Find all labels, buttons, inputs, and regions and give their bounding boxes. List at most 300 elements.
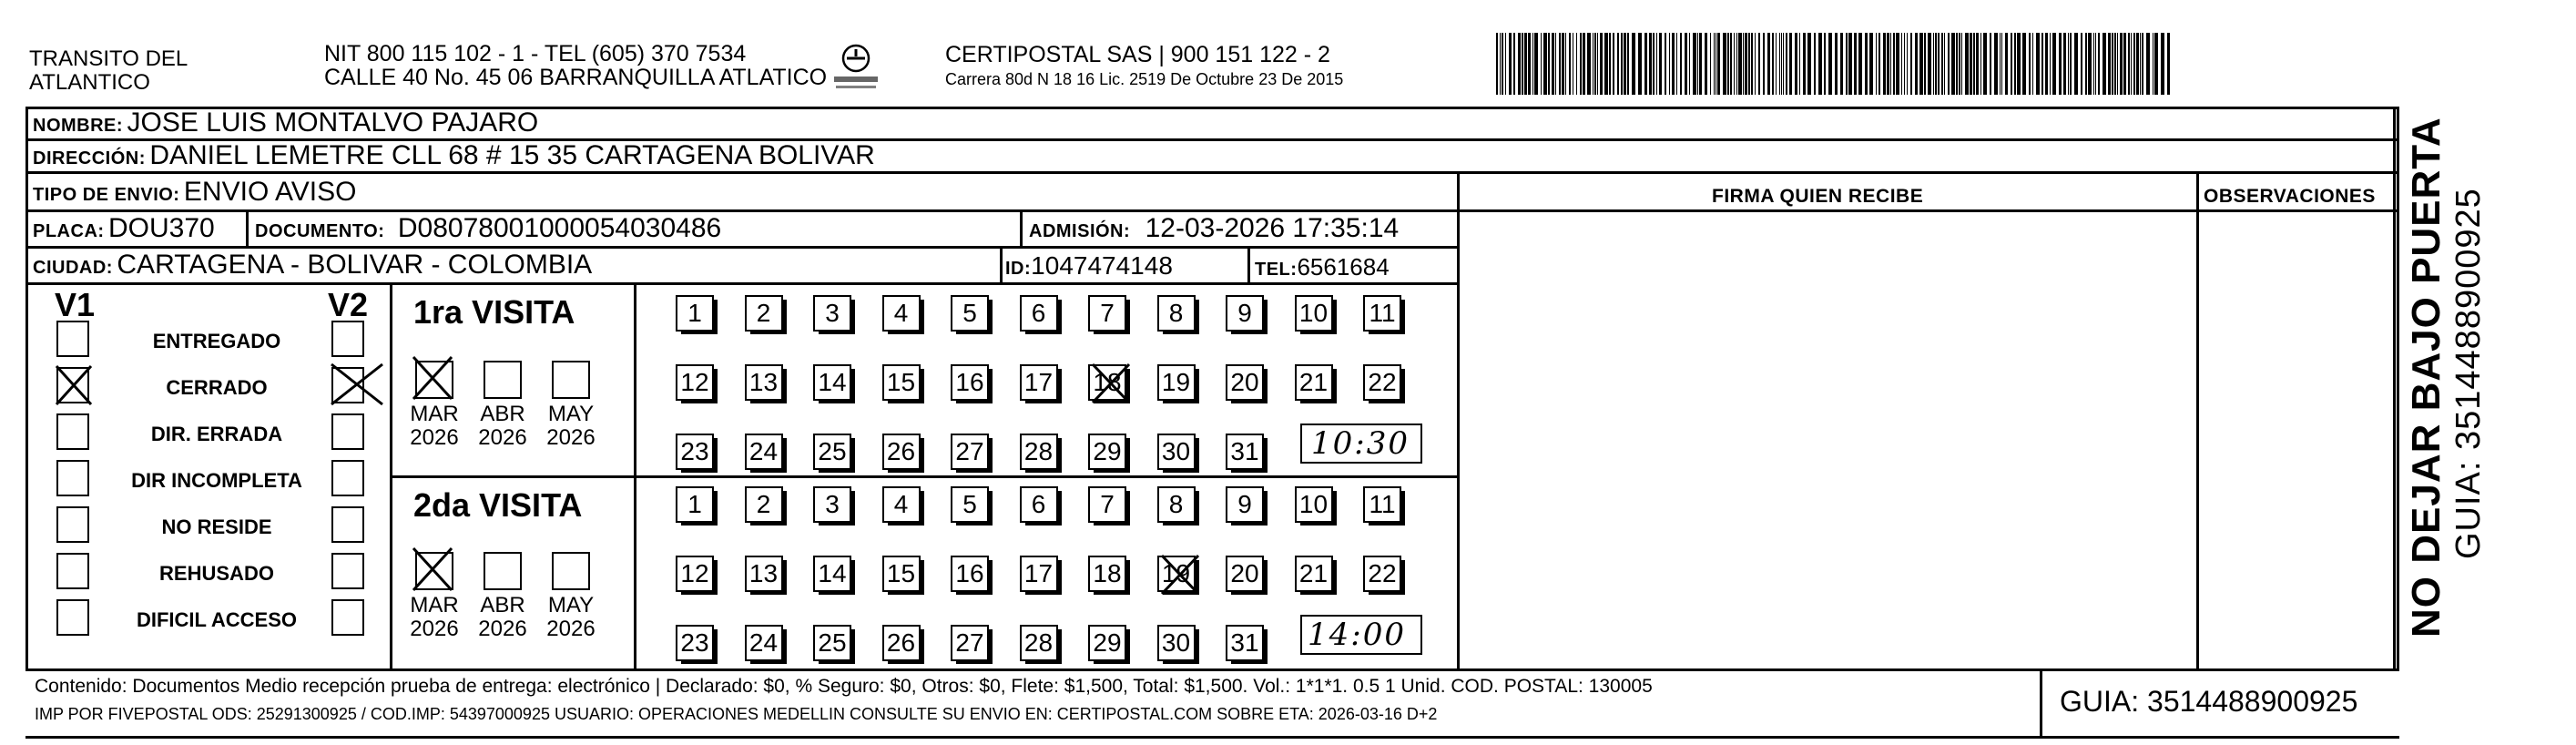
barcode-bar (2011, 33, 2012, 95)
v2-checkbox[interactable] (331, 506, 364, 543)
status-label: NO RESIDE (161, 515, 272, 538)
barcode-bar (1767, 33, 1770, 95)
barcode-bar (2120, 33, 2123, 95)
barcode-bar (2167, 33, 2170, 95)
barcode (1496, 33, 2174, 95)
day-box[interactable]: 28 (1020, 434, 1058, 470)
barcode-bar (1502, 33, 1503, 95)
barcode-bar (2001, 33, 2002, 95)
footer-content: Contenido: Documentos Medio recepción prueba de entrega: electrónico | Declarado: $0, % Seguro: $0, Otros: $0, Flete: $1,500, Total: $1,500. Vol.: 1*1*1. 0.5 1 Unid. COD. POSTAL: 130005 (35, 676, 1653, 697)
barcode-bar (1904, 33, 1905, 95)
barcode-bar (2041, 33, 2043, 95)
barcode-bar (1944, 33, 1945, 95)
day-box[interactable]: 9 (1226, 295, 1264, 332)
observations-header: OBSERVACIONES (2204, 186, 2376, 207)
v2-checkbox[interactable] (331, 460, 364, 496)
barcode-bar (1532, 33, 1533, 95)
signature-header: FIRMA QUIEN RECIBE (1712, 186, 1924, 207)
issuer-contact: NIT 800 115 102 - 1 - TEL (605) 370 7534 CALLE 40 No. 45 06 BARRANQUILLA ATLATICO (324, 41, 828, 90)
day-box[interactable]: 11 (1363, 486, 1401, 523)
barcode-bar (2070, 33, 2072, 95)
barcode-bar (1751, 33, 1753, 95)
barcode-bar (1933, 33, 1934, 95)
day-box[interactable]: 30 (1157, 625, 1196, 661)
day-box[interactable]: 5 (951, 295, 989, 332)
recipient-address: DANIEL LEMETRE CLL 68 # 15 35 CARTAGENA BOLIVAR (149, 140, 875, 170)
barcode-bar (1534, 33, 1538, 95)
city-cell: CIUDAD: CARTAGENA - BOLIVAR - COLOMBIA (33, 250, 593, 280)
month-checkbox[interactable] (552, 552, 590, 590)
row-line-4 (25, 246, 1458, 249)
month-label: ABR 2026 (478, 402, 527, 450)
barcode-bar (1583, 33, 1585, 95)
barcode-bar (1824, 33, 1826, 95)
barcode-bar (2112, 33, 2113, 95)
admission-cell: ADMISIÓN: 12-03-2026 17:35:14 (1029, 213, 1400, 243)
day-box[interactable]: 19 (1157, 364, 1196, 401)
barcode-bar (1758, 33, 1760, 95)
day-box[interactable]: 20 (1226, 364, 1264, 401)
observations-right-line (2393, 171, 2396, 668)
barcode-bar (1990, 33, 1991, 95)
barcode-bar (1649, 33, 1652, 95)
day-box[interactable]: 3 (813, 295, 851, 332)
plate-cell: PLACA: DOU370 (33, 213, 215, 243)
barcode-bar (2068, 33, 2069, 95)
day-box[interactable]: 6 (1020, 295, 1058, 332)
barcode-bar (1965, 33, 1969, 95)
footer-guide: GUIA: 3514488900925 (2060, 685, 2358, 718)
day-box[interactable]: 16 (951, 364, 989, 401)
barcode-bar (1748, 33, 1750, 95)
day-box[interactable]: 24 (745, 434, 783, 470)
frame-right-line (2397, 107, 2399, 671)
barcode-bar (1680, 33, 1682, 95)
barcode-bar (1772, 33, 1774, 95)
day-box[interactable]: 7 (1088, 486, 1126, 523)
day-box[interactable]: 19 (1157, 556, 1196, 592)
v2-checkbox[interactable] (331, 599, 364, 636)
id-cell: ID:1047474148 (1005, 251, 1173, 280)
barcode-bar (1632, 33, 1635, 95)
barcode-bar (2142, 33, 2143, 95)
signature-left-line (1457, 171, 1460, 668)
barcode-bar (1597, 33, 1598, 95)
day-box[interactable]: 9 (1226, 486, 1264, 523)
barcode-bar (1883, 33, 1886, 95)
first-visit-time: 10:30 (1311, 425, 1410, 462)
barcode-bar (2131, 33, 2132, 95)
day-box[interactable]: 13 (745, 364, 783, 401)
second-visit-time-box (1300, 615, 1422, 655)
barcode-bar (1956, 33, 1958, 95)
row-line-3 (25, 209, 1458, 212)
barcode-bar (1901, 33, 1902, 95)
barcode-bar (2005, 33, 2008, 95)
tel-sep (1247, 246, 1250, 282)
barcode-bar (1693, 33, 1696, 95)
barcode-bar (2050, 33, 2051, 95)
day-19-mark (1160, 554, 1200, 596)
month-label: MAY 2026 (546, 402, 596, 450)
day-box[interactable]: 6 (1020, 486, 1058, 523)
barcode-bar (1672, 33, 1675, 95)
barcode-bar (1935, 33, 1937, 95)
barcode-bar (2014, 33, 2016, 95)
barcode-bar (2081, 33, 2082, 95)
status-label: ENTREGADO (152, 330, 281, 352)
barcode-bar (1779, 33, 1780, 95)
barcode-bar (1961, 33, 1962, 95)
barcode-bar (1705, 33, 1707, 95)
certipostal-logo (827, 40, 885, 98)
day-box[interactable]: 23 (676, 434, 714, 470)
month-label: ABR 2026 (478, 593, 527, 641)
v1-checkbox[interactable] (56, 553, 89, 589)
name-row: NOMBRE: JOSE LUIS MONTALVO PAJARO (33, 107, 539, 138)
month-label: MAR 2026 (410, 402, 459, 450)
barcode-bar (1576, 33, 1577, 95)
v1-checkbox[interactable] (56, 460, 89, 496)
barcode-bar (1789, 33, 1792, 95)
day-box[interactable]: 24 (745, 625, 783, 661)
barcode-bar (1587, 33, 1591, 95)
barcode-bar (2136, 33, 2139, 95)
status-label: DIFICIL ACCESO (136, 608, 297, 631)
day-box[interactable]: 17 (1020, 364, 1058, 401)
barcode-bar (1644, 33, 1647, 95)
barcode-bar (2114, 33, 2116, 95)
barcode-bar (2088, 33, 2092, 95)
barcode-bar (1653, 33, 1655, 95)
barcode-bar (1893, 33, 1895, 95)
admission-value: 12-03-2026 17:35:14 (1145, 213, 1400, 243)
barcode-bar (1854, 33, 1857, 95)
barcode-bar (2128, 33, 2130, 95)
day-box[interactable]: 14 (813, 556, 851, 592)
plate-value: DOU370 (108, 213, 215, 243)
barcode-bar (1736, 33, 1737, 95)
day-box[interactable]: 31 (1226, 434, 1264, 470)
barcode-bar (2074, 33, 2078, 95)
id-sep (1000, 246, 1003, 282)
visit-split-line (390, 475, 1457, 478)
day-box[interactable]: 25 (813, 625, 851, 661)
second-visit-title: 2da VISITA (413, 486, 583, 524)
day-box[interactable]: 26 (882, 434, 921, 470)
v1-label: V1 (55, 286, 96, 323)
barcode-bar (1697, 33, 1698, 95)
barcode-bar (2133, 33, 2135, 95)
barcode-bar (1951, 33, 1955, 95)
barcode-bar (1907, 33, 1908, 95)
barcode-bar (1699, 33, 1702, 95)
day-box[interactable]: 15 (882, 556, 921, 592)
barcode-bar (1973, 33, 1975, 95)
footer-bottom-line (25, 736, 2399, 739)
day-box[interactable]: 10 (1295, 295, 1333, 332)
day-box[interactable]: 1 (676, 295, 714, 332)
barcode-bar (1617, 33, 1619, 95)
barcode-bar (1970, 33, 1972, 95)
barcode-bar (1727, 33, 1729, 95)
barcode-bar (1627, 33, 1629, 95)
barcode-bar (2052, 33, 2056, 95)
tel-cell: TEL:6561684 (1255, 253, 1390, 281)
barcode-bar (1828, 33, 1832, 95)
day-box[interactable]: 18 (1088, 364, 1126, 401)
day-box[interactable]: 28 (1020, 625, 1058, 661)
barcode-bar (1938, 33, 1940, 95)
day-box[interactable]: 7 (1088, 295, 1126, 332)
barcode-bar (1755, 33, 1756, 95)
barcode-bar (1609, 33, 1611, 95)
day-box[interactable]: 17 (1020, 556, 1058, 592)
barcode-bar (1928, 33, 1931, 95)
barcode-bar (1638, 33, 1642, 95)
barcode-bar (1858, 33, 1862, 95)
barcode-bar (2108, 33, 2111, 95)
v1-checkbox[interactable] (56, 321, 89, 357)
v2-cerrado-mark (330, 362, 384, 406)
month-checkbox[interactable] (552, 361, 590, 399)
row-line-2 (25, 171, 2397, 174)
row-line-5 (25, 282, 1458, 285)
day-box[interactable]: 1 (676, 486, 714, 523)
barcode-bar (1976, 33, 1979, 95)
barcode-bar (1580, 33, 1582, 95)
barcode-bar (1781, 33, 1782, 95)
barcode-bar (1896, 33, 1899, 95)
barcode-bar (2146, 33, 2150, 95)
status-label: CERRADO (166, 376, 268, 399)
barcode-bar (1723, 33, 1726, 95)
barcode-bar (1500, 33, 1501, 95)
day-box[interactable]: 2 (745, 295, 783, 332)
barcode-bar (2103, 33, 2106, 95)
footer-imp: IMP POR FIVEPOSTAL ODS: 25291300925 / COD.IMP: 54397000925 USUARIO: OPERACIONES MEDELLIN CONSULTE SU ENVIO EN: CERTIPOSTAL.COM SOBRE ETA: 2026-03-16 D+2 (35, 705, 1438, 723)
barcode-bar (1876, 33, 1877, 95)
barcode-bar (1795, 33, 1797, 95)
barcode-bar (1621, 33, 1623, 95)
barcode-bar (1786, 33, 1787, 95)
day-box[interactable]: 20 (1226, 556, 1264, 592)
frame-left-line (25, 107, 28, 671)
day-box[interactable]: 27 (951, 434, 989, 470)
day-box[interactable]: 31 (1226, 625, 1264, 661)
day-box[interactable]: 21 (1295, 364, 1333, 401)
barcode-bar (1710, 33, 1711, 95)
barcode-bar (1865, 33, 1868, 95)
barcode-bar (1840, 33, 1843, 95)
barcode-bar (2154, 33, 2158, 95)
day-box[interactable]: 29 (1088, 434, 1126, 470)
day-box[interactable]: 4 (882, 295, 921, 332)
barcode-bar (1879, 33, 1880, 95)
barcode-bar (1959, 33, 1960, 95)
barcode-bar (1776, 33, 1777, 95)
day-box[interactable]: 18 (1088, 556, 1126, 592)
barcode-bar (1518, 33, 1521, 95)
barcode-bar (1548, 33, 1550, 95)
barcode-bar (1676, 33, 1677, 95)
barcode-bar (2045, 33, 2048, 95)
barcode-bar (2063, 33, 2066, 95)
barcode-bar (1665, 33, 1666, 95)
side-guide: GUIA: 3514488900925 (2449, 188, 2488, 559)
barcode-bar (2123, 33, 2126, 95)
barcode-bar (1941, 33, 1943, 95)
v2-label: V2 (328, 286, 369, 323)
day-box[interactable]: 26 (882, 625, 921, 661)
barcode-bar (2093, 33, 2094, 95)
barcode-bar (2098, 33, 2100, 95)
day-18-mark (1091, 362, 1131, 404)
barcode-bar (1569, 33, 1571, 95)
day-box[interactable]: 5 (951, 486, 989, 523)
day-box[interactable]: 3 (813, 486, 851, 523)
day-box[interactable]: 21 (1295, 556, 1333, 592)
observations-left-line (2196, 171, 2199, 668)
month-mark (412, 546, 453, 592)
document-value: D08078001000054030486 (397, 213, 722, 243)
barcode-bar (1669, 33, 1670, 95)
month-label: MAY 2026 (546, 593, 596, 641)
footer-guide-sep (2040, 668, 2042, 738)
v1-checkbox[interactable] (56, 413, 89, 450)
barcode-bar (1555, 33, 1556, 95)
barcode-bar (2000, 33, 2001, 95)
barcode-bar (1983, 33, 1987, 95)
barcode-bar (2059, 33, 2062, 95)
barcode-bar (1763, 33, 1765, 95)
v1-checkbox[interactable] (56, 506, 89, 543)
day-box[interactable]: 10 (1295, 486, 1333, 523)
day-box[interactable]: 30 (1157, 434, 1196, 470)
barcode-bar (1887, 33, 1889, 95)
barcode-bar (1604, 33, 1608, 95)
barcode-bar (1552, 33, 1554, 95)
barcode-bar (2022, 33, 2026, 95)
day-box[interactable]: 11 (1363, 295, 1401, 332)
id-value: 1047474148 (1031, 251, 1173, 280)
visit-bottom-line (25, 668, 1457, 671)
barcode-bar (1717, 33, 1720, 95)
barcode-bar (2085, 33, 2087, 95)
month-label: MAR 2026 (410, 593, 459, 641)
barcode-bar (1848, 33, 1852, 95)
barcode-bar (1818, 33, 1822, 95)
barcode-bar (2140, 33, 2141, 95)
second-visit-time: 14:00 (1308, 617, 1406, 653)
day-box[interactable]: 14 (813, 364, 851, 401)
status-label: DIR. ERRADA (150, 423, 283, 445)
day-box[interactable]: 12 (676, 556, 714, 592)
barcode-bar (1496, 33, 1498, 95)
day-box[interactable]: 15 (882, 364, 921, 401)
barcode-bar (1730, 33, 1732, 95)
status-label: REHUSADO (159, 562, 274, 585)
admission-sep (1020, 209, 1023, 246)
first-visit-time-box (1300, 424, 1422, 464)
barcode-bar (1524, 33, 1527, 95)
day-box[interactable]: 22 (1363, 364, 1401, 401)
day-box[interactable]: 8 (1157, 486, 1196, 523)
month-checkbox[interactable] (484, 361, 522, 399)
day-box[interactable]: 8 (1157, 295, 1196, 332)
barcode-bar (1565, 33, 1566, 95)
day-box[interactable]: 4 (882, 486, 921, 523)
day-box[interactable]: 13 (745, 556, 783, 592)
barcode-bar (2117, 33, 2118, 95)
barcode-bar (1803, 33, 1806, 95)
barcode-bar (1714, 33, 1715, 95)
tel-value: 6561684 (1297, 253, 1390, 281)
barcode-bar (1846, 33, 1848, 95)
barcode-bar (1814, 33, 1816, 95)
barcode-bar (1600, 33, 1603, 95)
barcode-bar (2095, 33, 2096, 95)
v2-checkbox[interactable] (331, 321, 364, 357)
barcode-bar (1994, 33, 1998, 95)
barcode-bar (1685, 33, 1687, 95)
day-box[interactable]: 12 (676, 364, 714, 401)
barcode-bar (1734, 33, 1735, 95)
barcode-bar (2036, 33, 2040, 95)
day-box[interactable]: 25 (813, 434, 851, 470)
side-warning: NO DEJAR BAJO PUERTA (2404, 117, 2449, 638)
barcode-bar (1659, 33, 1662, 95)
barcode-bar (1890, 33, 1891, 95)
header-row-line (1457, 209, 2397, 212)
barcode-bar (1980, 33, 1981, 95)
month-mark (412, 355, 453, 401)
barcode-bar (1783, 33, 1784, 95)
barcode-bar (1522, 33, 1523, 95)
v1-checkbox[interactable] (56, 599, 89, 636)
barcode-bar (1915, 33, 1918, 95)
courier-info: CERTIPOSTAL SAS | 900 151 122 - 2 Carrera 80d N 18 16 Lic. 2519 De Octubre 23 De 2015 (945, 42, 1344, 88)
day-box[interactable]: 22 (1363, 556, 1401, 592)
month-checkbox[interactable] (484, 552, 522, 590)
barcode-bar (1559, 33, 1561, 95)
day-box[interactable]: 16 (951, 556, 989, 592)
shipping-type: ENVIO AVISO (183, 177, 357, 207)
day-box[interactable]: 23 (676, 625, 714, 661)
barcode-bar (1543, 33, 1547, 95)
v2-checkbox[interactable] (331, 553, 364, 589)
v2-checkbox[interactable] (331, 413, 364, 450)
document-cell: DOCUMENTO: D08078001000054030486 (255, 213, 722, 243)
barcode-bar (1562, 33, 1564, 95)
barcode-bar (1613, 33, 1614, 95)
v1-cerrado-mark (55, 364, 93, 406)
day-box[interactable]: 27 (951, 625, 989, 661)
barcode-bar (1738, 33, 1742, 95)
barcode-bar (1924, 33, 1926, 95)
day-box[interactable]: 2 (745, 486, 783, 523)
barcode-bar (2161, 33, 2164, 95)
barcode-bar (1656, 33, 1657, 95)
barcode-bar (1919, 33, 1923, 95)
barcode-bar (1743, 33, 1744, 95)
barcode-bar (2029, 33, 2031, 95)
barcode-bar (1513, 33, 1515, 95)
barcode-bar (2032, 33, 2033, 95)
issuer-name: TRANSITO DEL ATLANTICO (29, 46, 188, 95)
barcode-bar (1745, 33, 1747, 95)
day-box[interactable]: 29 (1088, 625, 1126, 661)
